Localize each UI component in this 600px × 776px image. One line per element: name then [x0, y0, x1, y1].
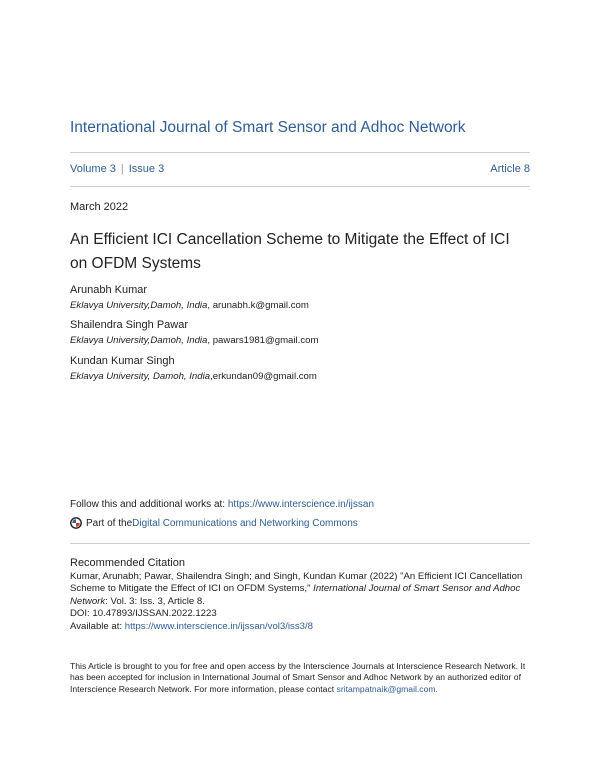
author-email: ,erkundan09@gmail.com [210, 371, 317, 382]
author-affiliation [70, 299, 530, 312]
journal-title[interactable]: International Journal of Smart Sensor and Adhoc Network [70, 119, 466, 136]
affiliation-text: Eklavya University,Damoh, India [70, 300, 208, 311]
divider-issue [70, 186, 530, 187]
divider-top [70, 152, 530, 153]
follow-text: Follow this and additional works at: [70, 499, 228, 510]
citation-doi: DOI: 10.47893/IJSSAN.2022.1223 [70, 608, 217, 619]
author-email: , arunabh.k@gmail.com [207, 300, 309, 311]
author-affiliation [70, 370, 530, 383]
issue-bar [70, 163, 530, 175]
author-block [70, 355, 530, 383]
access-notice [70, 661, 530, 695]
citation-text [70, 571, 530, 609]
contact-email-link[interactable]: sritampatnaik@gmail.com [336, 683, 436, 694]
access-notice-end: . [435, 683, 438, 694]
author-email: , pawars1981@gmail.com [207, 335, 319, 346]
article-title-line-1: An Efficient ICI Cancellation Scheme to Mitigate the Effect of ICI [70, 231, 510, 248]
volume-issue-links [70, 163, 164, 175]
divider-citation [70, 543, 530, 544]
access-notice-text: This Article is brought to you for free and open access by the Interscience Journals at Interscience Research Network. It has been accepted for inclusion in International Journal of Smart Sensor and Adhoc Network by an authorized editor of Interscience Research Network. For more information, please contact [70, 661, 526, 694]
author-affiliation [70, 334, 530, 347]
affiliation-text: Eklavya University,Damoh, India [70, 335, 208, 346]
author-block [70, 284, 530, 312]
citation-available [70, 621, 530, 634]
issue-link[interactable]: Issue 3 [128, 163, 165, 175]
journal-url-link[interactable]: https://www.interscience.in/ijssan [227, 499, 375, 510]
follow-line [70, 499, 374, 510]
part-of-text: Part of the [86, 517, 133, 529]
article-title [70, 228, 530, 276]
commons-link[interactable]: Digital Communications and Networking Commons [132, 517, 358, 529]
recommended-citation [70, 557, 530, 633]
article-url-link[interactable]: https://www.interscience.in/ijssan/vol3/iss3/8 [124, 620, 313, 632]
separator: | [120, 163, 124, 175]
article-title-line-2: on OFDM Systems [70, 255, 201, 272]
author-name: Kundan Kumar Singh [70, 355, 175, 367]
citation-volume: : Vol. 3: Iss. 3, Article 8. [105, 595, 205, 607]
citation-heading: Recommended Citation [70, 557, 185, 569]
citation-authors-title: Kumar, Arunabh; Pawar, Shailendra Singh; and Singh, Kundan Kumar (2022) "An Efficient ICI Cancellation Scheme to Mitigate the Effect of ICI on OFDM Systems," [70, 570, 523, 594]
citation-journal: International Journal of Smart Sensor and Adhoc Network [70, 583, 521, 607]
author-block [70, 319, 530, 347]
article-link[interactable]: Article 8 [490, 163, 530, 175]
volume-link[interactable]: Volume 3 [70, 163, 116, 175]
creative-commons-icon [70, 517, 82, 529]
affiliation-text: Eklavya University, Damoh, India [70, 371, 211, 382]
author-name: Shailendra Singh Pawar [70, 319, 189, 331]
part-of-line [70, 517, 358, 529]
available-label: Available at: [70, 620, 125, 632]
publication-date: March 2022 [70, 201, 129, 213]
author-name: Arunabh Kumar [70, 284, 148, 296]
